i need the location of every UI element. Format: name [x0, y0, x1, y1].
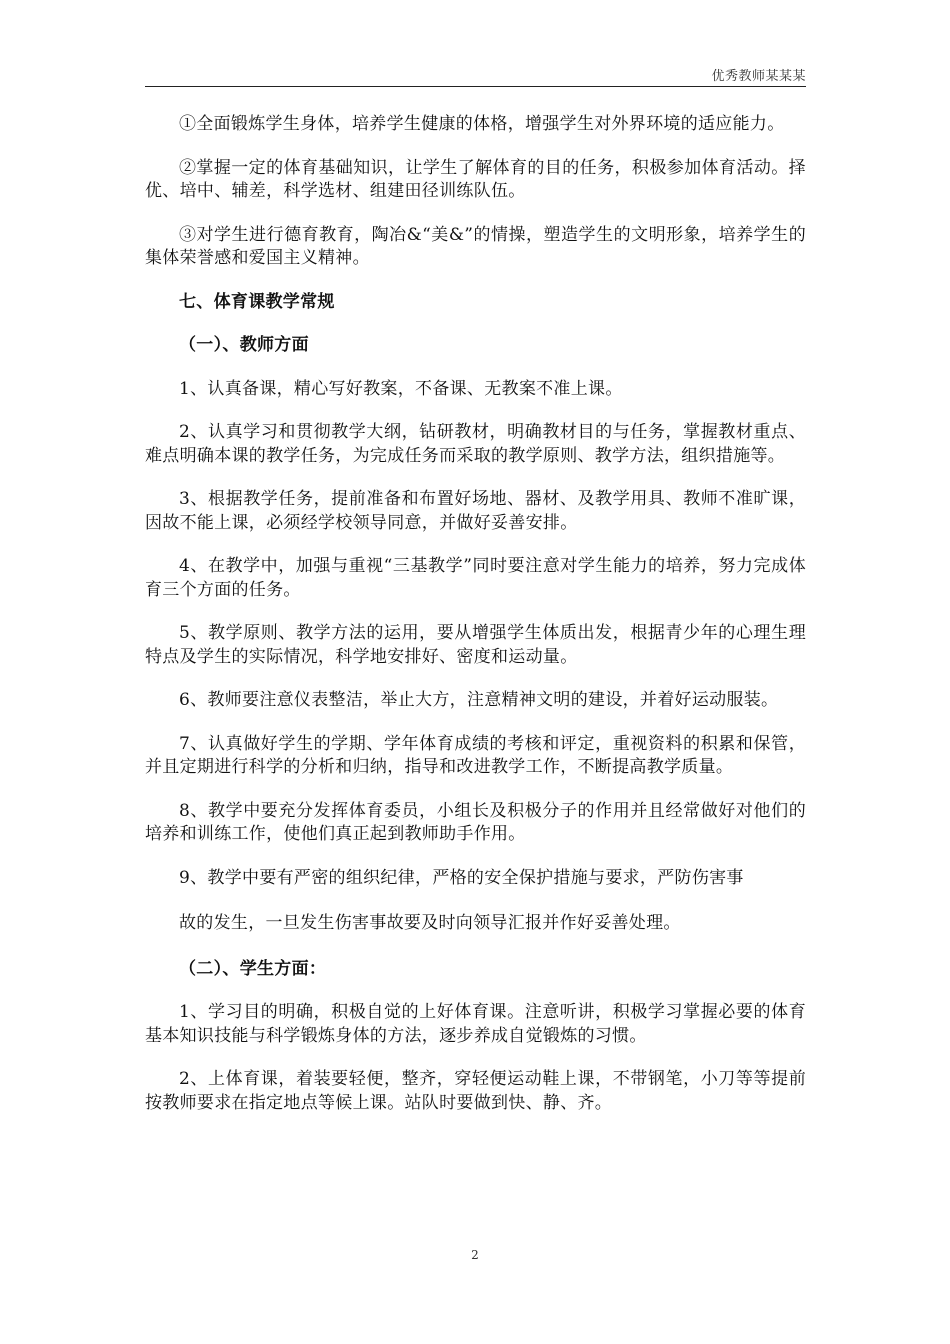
page-number: 2 — [471, 1248, 479, 1262]
student-item-1: 1、学习目的明确，积极自觉的上好体育课。注意听讲，积极学习掌握必要的体育基本知识技能与科学锻炼身体的方法，逐步养成自觉锻炼的习惯。 — [145, 1002, 806, 1046]
student-subheading: （二）、学生方面： — [179, 958, 327, 979]
teacher-item-1: 1、认真备课，精心写好教案，不备课、无教案不准上课。 — [179, 378, 623, 399]
teacher-item-9-line-1: 9、教学中要有严密的组织纪律，严格的安全保护措施与要求，严防伤害事 — [179, 867, 744, 888]
teacher-item-8: 8、教学中要充分发挥体育委员，小组长及积极分子的作用并且经常做好对他们的培养和训练工作，使他们真正起到教师助手作用。 — [145, 800, 806, 844]
student-item-2: 2、上体育课，着装要轻便，整齐，穿轻便运动鞋上课，不带钢笔，小刀等等提前按教师要求在指定地点等候上课。站队时要做到快、静、齐。 — [145, 1069, 806, 1113]
paragraph-goal-3: ③对学生进行德育教育，陶冶&“美&”的情操，塑造学生的文明形象，培养学生的集体荣誉感和爱国主义精神。 — [145, 224, 806, 268]
teacher-item-4: 4、在教学中，加强与重视“三基教学”同时要注意对学生能力的培养，努力完成体育三个方面的任务。 — [145, 556, 806, 600]
teacher-item-6: 6、教师要注意仪表整洁，举止大方，注意精神文明的建设，并着好运动服装。 — [179, 690, 779, 710]
document-body — [145, 113, 806, 1135]
section-heading: 七、体育课教学常规 — [179, 291, 335, 312]
teacher-item-5: 5、教学原则、教学方法的运用，要从增强学生体质出发，根据青少年的心理生理特点及学生的实际情况，科学地安排好、密度和运动量。 — [145, 623, 806, 667]
page-header — [145, 64, 806, 87]
paragraph-goal-1: ①全面锻炼学生身体，培养学生健康的体格，增强学生对外界环境的适应能力。 — [179, 114, 785, 134]
paragraph-goal-2: ②掌握一定的体育基础知识，让学生了解体育的目的任务，积极参加体育活动。择优、培中、辅差，科学选材、组建田径训练队伍。 — [145, 157, 806, 201]
teacher-item-7: 7、认真做好学生的学期、学年体育成绩的考核和评定，重视资料的积累和保管，并且定期进行科学的分析和归纳，指导和改进教学工作，不断提高教学质量。 — [145, 733, 806, 777]
teacher-item-3: 3、根据教学任务，提前准备和布置好场地、器材、及教学用具、教师不准旷课，因故不能上课，必须经学校领导同意，并做好妥善安排。 — [145, 489, 806, 533]
teacher-item-9-line-2: 故的发生，一旦发生伤害事故要及时向领导汇报并作好妥善处理。 — [179, 913, 681, 933]
header-title: 优秀教师某某某 — [711, 69, 806, 84]
teacher-subheading: （一）、教师方面 — [179, 335, 309, 355]
teacher-item-2: 2、认真学习和贯彻教学大纲，钻研教材，明确教材目的与任务，掌握教材重点、难点明确本课的教学任务，为完成任务而采取的教学原则、教学方法，组织措施等。 — [145, 422, 806, 466]
